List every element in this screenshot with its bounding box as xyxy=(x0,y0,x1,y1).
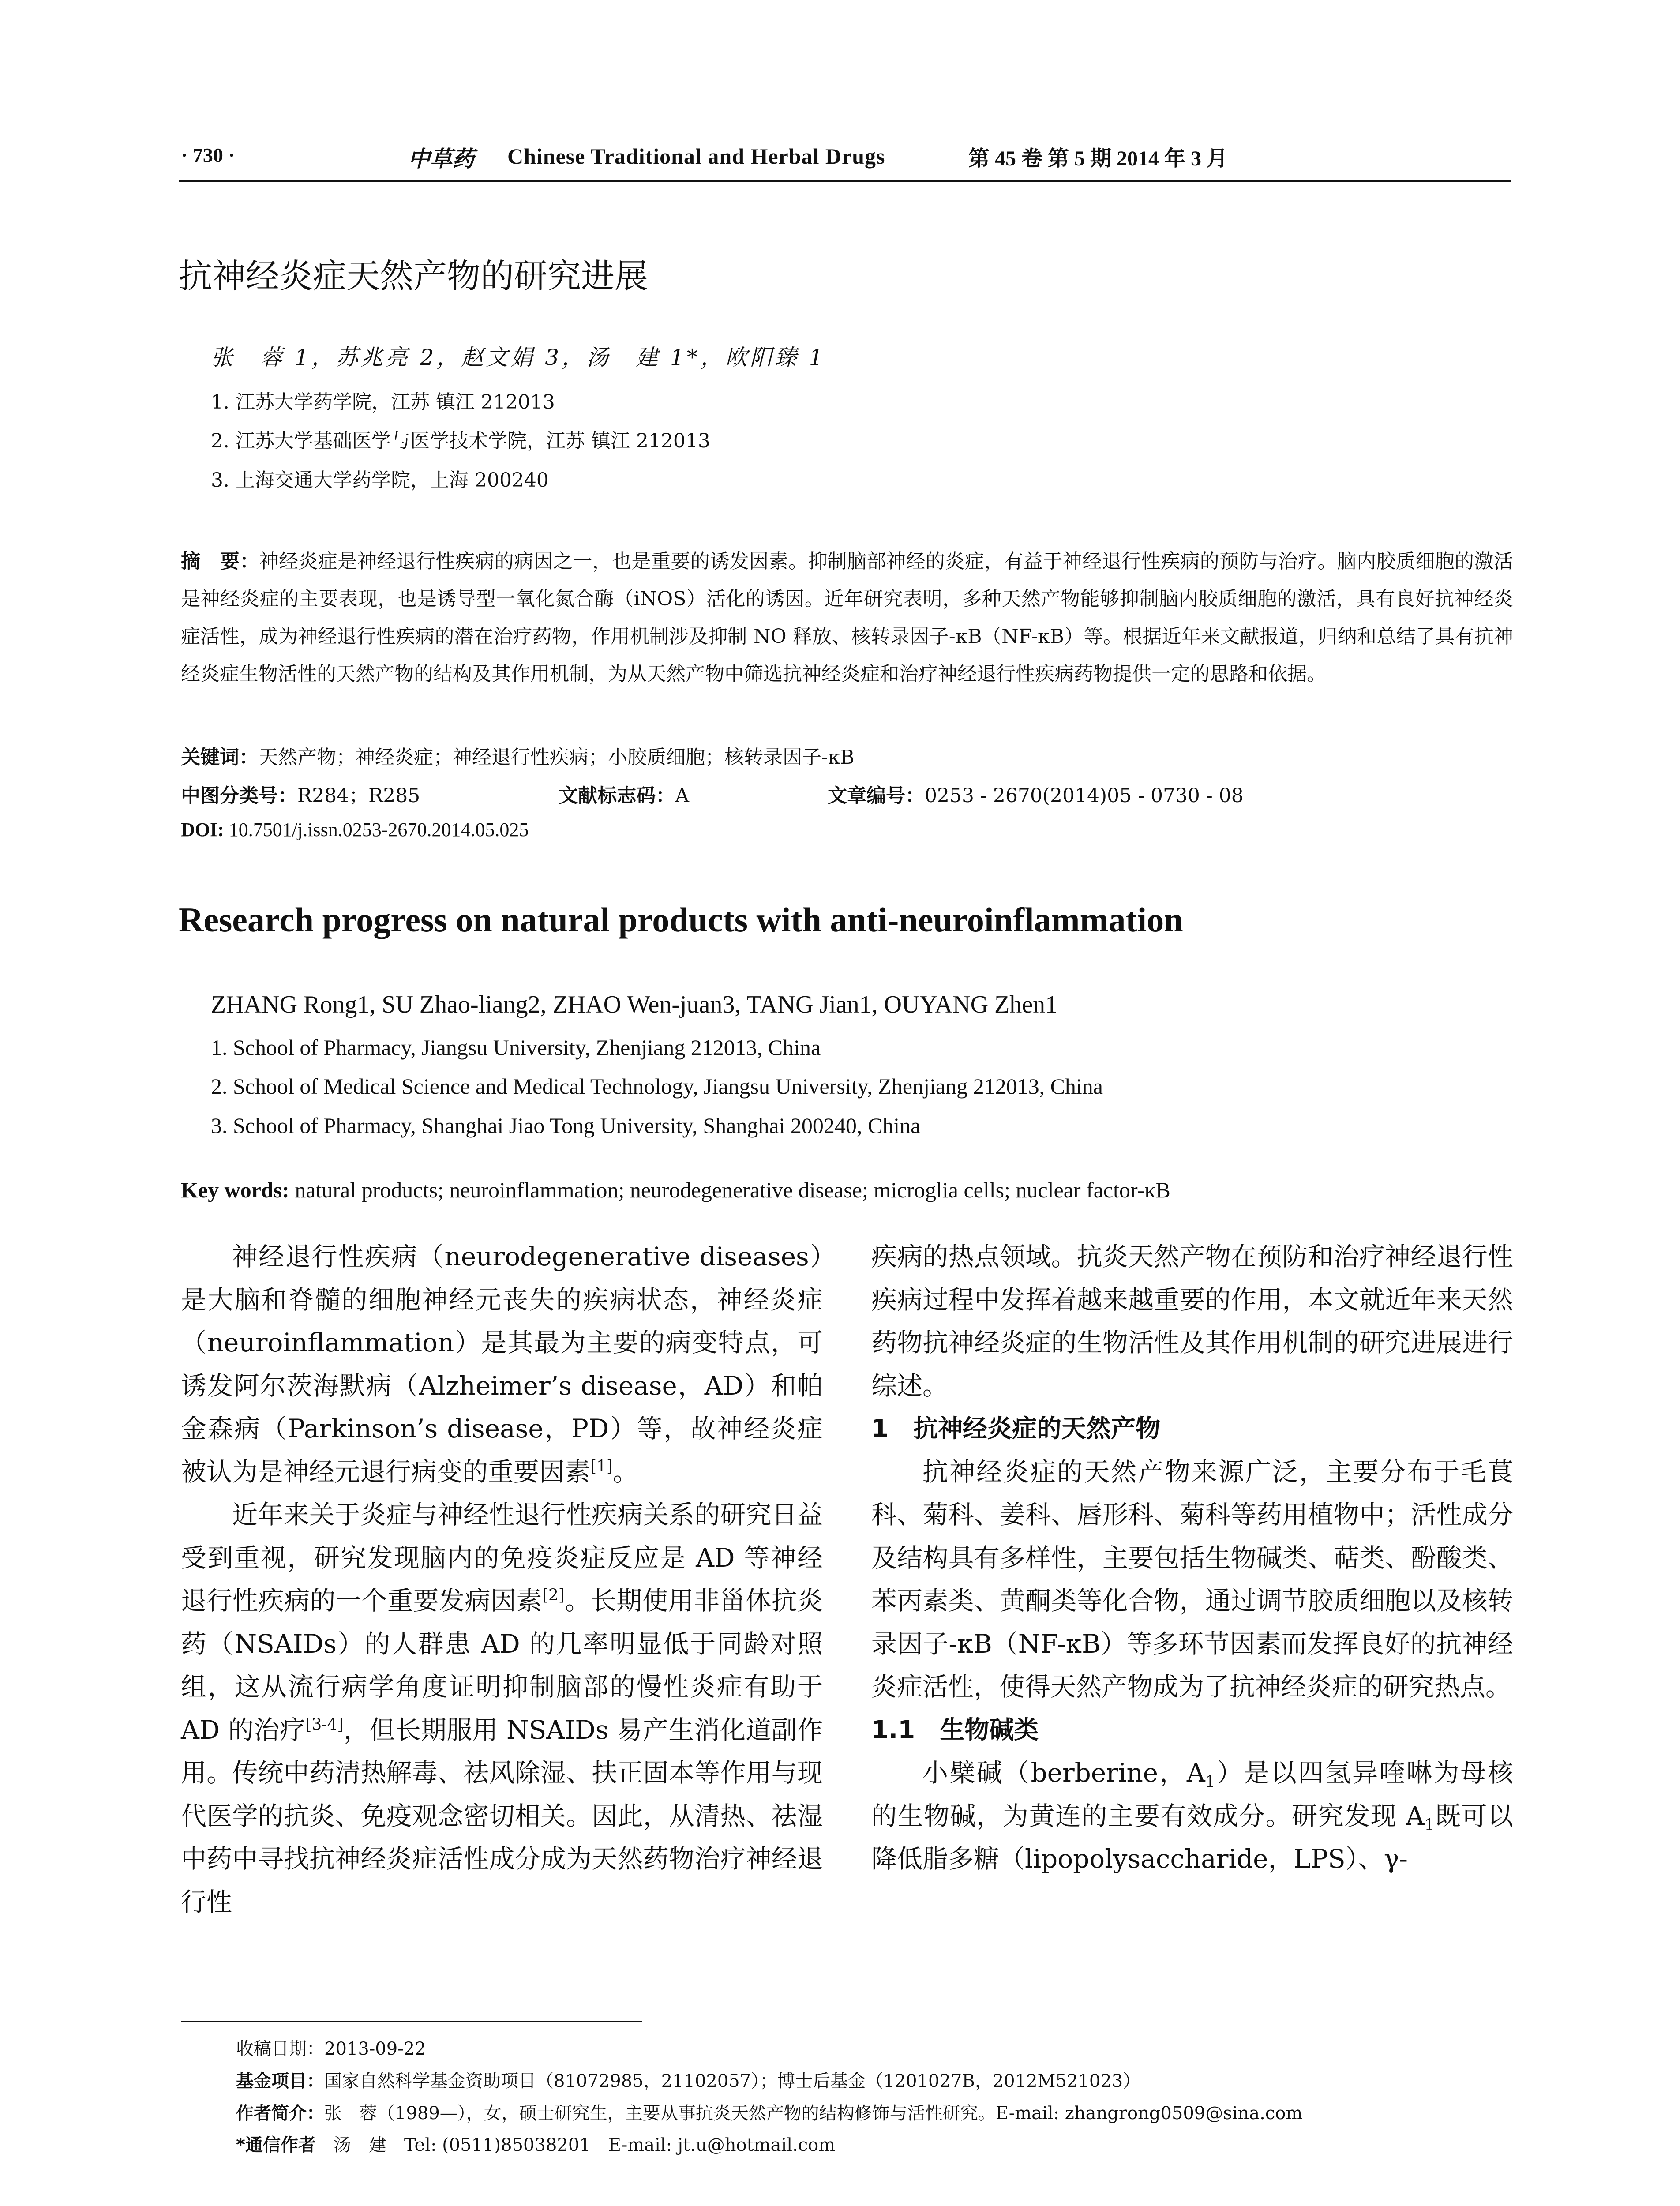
doi-line xyxy=(181,818,529,841)
keywords-text: 天然产物；神经炎症；神经退行性疾病；小胶质细胞；核转录因子-κB xyxy=(259,746,855,769)
funding-text: 国家自然科学基金资助项目（81072985，21102057）；博士后基金（1201027B，2012M521023） xyxy=(324,2071,1141,2091)
section-heading: 1 抗神经炎症的天然产物 xyxy=(871,1414,1160,1443)
affiliation-en: 1. School of Pharmacy, Jiangsu University, Zhenjiang 212013, China xyxy=(211,1035,821,1060)
doc-code-field xyxy=(559,784,755,807)
paper-title-en: Research progress on natural products with anti-neuroinflammation xyxy=(179,900,1183,939)
body-column-right xyxy=(871,1235,1513,1881)
keywords-en xyxy=(181,1177,1170,1203)
body-paragraph xyxy=(181,1493,823,1924)
subsection-heading: 1.1 生物碱类 xyxy=(871,1715,1039,1745)
clc-field xyxy=(181,784,486,807)
body-paragraph xyxy=(871,1752,1513,1881)
clc-label: 中图分类号： xyxy=(181,784,297,807)
journal-name-cn: 中草药 xyxy=(408,146,474,172)
article-number-label: 文章编号： xyxy=(828,784,925,807)
abstract-cn xyxy=(181,543,1513,693)
compound-subscript: 1 xyxy=(1205,1773,1215,1791)
footnote-received: 收稿日期：2013-09-22 xyxy=(236,2039,426,2059)
affiliation-en: 2. School of Medical Science and Medical Technology, Jiangsu University, Zhenjiang 212013, China xyxy=(211,1074,1103,1099)
bio-label: 作者简介： xyxy=(236,2103,324,2123)
bio-text: 张 蓉（1989—），女，硕士研究生，主要从事抗炎天然产物的结构修饰与活性研究。E-mail: zhangrong0509@sina.com xyxy=(324,2103,1303,2123)
footnote-correspondence xyxy=(236,2131,835,2156)
body-paragraph: 疾病的热点领域。抗炎天然产物在预防和治疗神经退行性疾病过程中发挥着越来越重要的作用，本文就近年来天然药物抗神经炎症的生物活性及其作用机制的研究进展进行综述。 xyxy=(871,1242,1513,1401)
doi-label: DOI: xyxy=(181,819,224,840)
keywords-en-label: Key words: xyxy=(181,1178,289,1202)
corr-text: 汤 建 Tel: (0511)85038201 E-mail: jt.u@hotmail.com xyxy=(315,2135,836,2155)
issue-info: 第 45 卷 第 5 期 2014 年 3 月 xyxy=(968,147,1228,170)
funding-label: 基金项目： xyxy=(236,2071,324,2091)
keywords-label: 关键词： xyxy=(181,746,259,769)
citation-ref[interactable]: [3-4] xyxy=(305,1715,344,1734)
paragraph-text: ）是以四氢异喹啉为母核的生物碱，为黄连的主要有效成分。研究发现 A xyxy=(871,1758,1513,1831)
corr-label: *通信作者 xyxy=(236,2135,316,2155)
paragraph-text: 。 xyxy=(613,1456,639,1487)
paragraph-text: 。长期使用非甾体抗炎药（NSAIDs）的人群患 AD 的几率明显低于同龄对照组，这从流行病学角度证明抑制脑部的慢性炎症有助于 AD 的治疗 xyxy=(181,1586,823,1745)
journal-name-en: Chinese Traditional and Herbal Drugs xyxy=(507,144,885,169)
citation-ref[interactable]: [1] xyxy=(590,1457,613,1476)
compound-subscript: 1 xyxy=(1424,1816,1435,1835)
paragraph-text: 神经退行性疾病（neurodegenerative diseases）是大脑和脊髓的细胞神经元丧失的疾病状态，神经炎症（neuroinflammation）是其最为主要的病变特点，可诱发阿尔茨海默病（Alzheimer’s disease，AD）和帕金森病（Parkinson’s disease，PD）等，故神经炎症被认为是神经元退行病变的重要因素 xyxy=(181,1242,823,1487)
doi-value[interactable]: 10.7501/j.issn.0253-2670.2014.05.025 xyxy=(224,819,529,840)
keywords-cn xyxy=(181,741,855,769)
author-list-cn: 张 蓉 1，苏兆亮 2，赵文娟 3，汤 建 1*，欧阳臻 1 xyxy=(211,345,826,370)
article-number-value: 0253 - 2670(2014)05 - 0730 - 08 xyxy=(925,784,1244,807)
page-number: · 730 · xyxy=(181,144,235,166)
footnote-funding xyxy=(236,2067,1140,2092)
affiliation-cn: 1. 江苏大学药学院，江苏 镇江 212013 xyxy=(211,391,555,413)
body-column-left xyxy=(181,1235,823,1924)
paragraph-text: 近年来关于炎症与神经性退行性疾病关系的研究日益受到重视，研究发现脑内的免疫炎症反应是 AD 等神经退行性疾病的一个重要发病因素 xyxy=(181,1500,823,1616)
article-number-field xyxy=(828,784,1310,807)
affiliation-en: 3. School of Pharmacy, Shanghai Jiao Tong University, Shanghai 200240, China xyxy=(211,1113,921,1138)
classification-row xyxy=(181,780,1513,808)
affiliation-cn: 3. 上海交通大学药学院，上海 200240 xyxy=(211,469,549,491)
paragraph-text: 小檗碱（berberine，A xyxy=(922,1758,1205,1788)
citation-ref[interactable]: [2] xyxy=(542,1586,565,1605)
affiliation-cn: 2. 江苏大学基础医学与医学技术学院，江苏 镇江 212013 xyxy=(211,430,710,452)
keywords-en-text: natural products; neuroinflammation; neurodegenerative disease; microglia cells; nuclear factor-κB xyxy=(289,1178,1170,1202)
footnote-author-bio xyxy=(236,2099,1302,2124)
author-list-en: ZHANG Rong1, SU Zhao-liang2, ZHAO Wen-juan3, TANG Jian1, OUYANG Zhen1 xyxy=(211,991,1058,1018)
abstract-label: 摘 要： xyxy=(181,550,259,573)
header-divider xyxy=(179,180,1511,182)
body-paragraph: 抗神经炎症的天然产物来源广泛，主要分布于毛茛科、菊科、姜科、唇形科、菊科等药用植物中；活性成分及结构具有多样性，主要包括生物碱类、萜类、酚酸类、苯丙素类、黄酮类等化合物，通过调节胶质细胞以及核转录因子-κB（NF-κB）等多环节因素而发挥良好的抗神经炎症活性，使得天然产物成为了抗神经炎症的研究热点。 xyxy=(871,1456,1513,1702)
paragraph-text: ，但长期服用 NSAIDs 易产生消化道副作用。传统中药清热解毒、祛风除湿、扶正固本等作用与现代医学的抗炎、免疫观念密切相关。因此，从清热、祛湿中药中寻找抗神经炎症活性成分成为天然药物治疗神经退行性 xyxy=(181,1715,823,1917)
paragraph-text: 既可以降低脂多糖（lipopolysaccharide，LPS）、γ- xyxy=(871,1801,1513,1874)
doc-code-label: 文献标志码： xyxy=(559,784,675,807)
footnote-divider xyxy=(181,2021,642,2022)
clc-value: R284；R285 xyxy=(297,784,420,807)
doc-code-value: A xyxy=(675,784,690,807)
body-paragraph xyxy=(181,1235,823,1493)
abstract-text: 神经炎症是神经退行性疾病的病因之一，也是重要的诱发因素。抑制脑部神经的炎症，有益于神经退行性疾病的预防与治疗。脑内胶质细胞的激活是神经炎症的主要表现，也是诱导型一氧化氮合酶（iNOS）活化的诱因。近年研究表明，多种天然产物能够抑制脑内胶质细胞的激活，具有良好抗神经炎症活性，成为神经退行性疾病的潜在治疗药物，作用机制涉及抑制 NO 释放、核转录因子-κB（NF-κB）等。根据近年来文献报道，归纳和总结了具有抗神经炎症生物活性的天然产物的结构及其作用机制，为从天然产物中筛选抗神经炎症和治疗神经退行性疾病药物提供一定的思路和依据。 xyxy=(181,550,1513,685)
paper-title-cn: 抗神经炎症天然产物的研究进展 xyxy=(179,256,648,296)
